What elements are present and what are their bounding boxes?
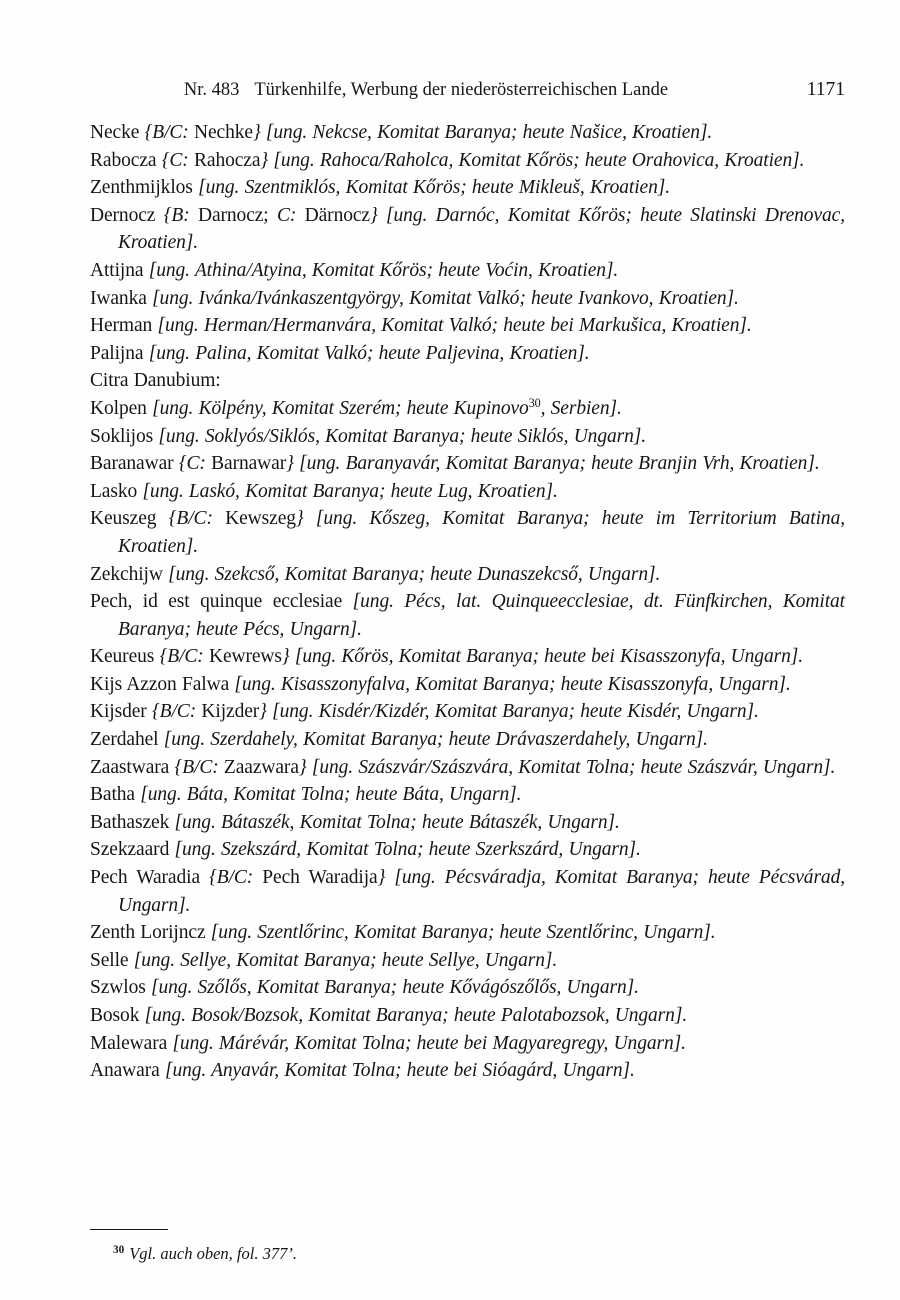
entry xyxy=(90,588,845,643)
entry-name-text: Pech Waradija xyxy=(262,867,378,889)
entry xyxy=(90,1057,845,1085)
entry-name-text: Batha xyxy=(90,784,141,806)
entry xyxy=(90,450,845,478)
entry-name-text: Szekzaard xyxy=(90,839,175,861)
entry-gloss-text: } [ung. Nekcse, Komitat Baranya; heute Našice, Kroatien]. xyxy=(252,122,713,143)
entry-name-text: Zaastwara xyxy=(90,756,175,778)
entry-name-text: Kewrews xyxy=(208,646,282,668)
entry xyxy=(90,395,845,423)
entry xyxy=(90,754,845,782)
entry-gloss-text: {C: xyxy=(178,453,212,475)
entry-name-text: Rahocza xyxy=(193,149,261,171)
entry-name-text: Malewara xyxy=(90,1032,173,1054)
entry xyxy=(90,202,845,257)
entry-name-text: Selle xyxy=(90,949,134,971)
footnote xyxy=(90,1243,845,1265)
entry xyxy=(90,478,845,506)
entry-name-text: Keureus xyxy=(90,646,160,668)
entry xyxy=(90,367,845,395)
entry-name-text: Citra Danubium: xyxy=(90,370,221,392)
entry-name-text: Kijzder xyxy=(201,701,260,723)
entry xyxy=(90,864,845,919)
entry-gloss-text: [ung. Kisasszonyfalva, Komitat Baranya; heute Kisasszonyfa, Ungarn]. xyxy=(234,673,791,695)
entry-gloss-text: {B: xyxy=(163,204,198,226)
entry xyxy=(90,561,845,589)
entry-gloss-text: [ung. Szekcső, Komitat Baranya; heute Dunaszekcső, Ungarn]. xyxy=(168,563,661,585)
entry-gloss-text: } [ung. Kisdér/Kizdér, Komitat Baranya; heute Kisdér, Ungarn]. xyxy=(259,701,759,723)
entry xyxy=(90,174,845,202)
entry xyxy=(90,312,845,340)
entry-gloss-text: [ung. Sellye, Komitat Baranya; heute Sellye, Ungarn]. xyxy=(133,949,558,971)
entry xyxy=(90,257,845,285)
entry-name-text: Baranawar xyxy=(90,453,179,475)
entry-name-text: Szwlos xyxy=(90,977,152,999)
entry-name-text: Zerdahel xyxy=(90,729,164,751)
entry-gloss-text: [ung. Szőlős, Komitat Baranya; heute Kővágószőlős, Ungarn]. xyxy=(151,977,639,999)
entry-gloss-text: {B/C: xyxy=(151,701,202,723)
entry-gloss-text: {B/C: xyxy=(209,867,263,889)
entry-name-text: Darnocz; xyxy=(197,204,277,226)
entry-name-text: Pech, id est quinque ecclesiae xyxy=(90,591,353,613)
footnote-number: 30 xyxy=(113,1244,125,1257)
entry-gloss-text: } [ung. Darnóc, Komitat Kőrös; heute Slatinski Drenovac, Kroatien]. xyxy=(118,204,845,254)
entry-gloss-text: [ung. Márévár, Komitat Tolna; heute bei Magyaregregy, Ungarn]. xyxy=(172,1032,686,1054)
entry xyxy=(90,809,845,837)
entry-name-text: Soklijos xyxy=(90,425,159,447)
entry-name-text: Bosok xyxy=(90,1005,145,1026)
entry-gloss-text: , Serbien]. xyxy=(540,397,622,419)
entry-gloss-text: {B/C: xyxy=(174,756,224,778)
entry-name-text: Anawara xyxy=(90,1060,165,1082)
entry-gloss-text: [ung. Athina/Atyina, Komitat Kőrös; heute Voćin, Kroatien]. xyxy=(148,259,619,281)
entry-gloss-text: [ung. Herman/Hermanvára, Komitat Valkó; heute bei Markušica, Kroatien]. xyxy=(157,315,752,337)
entry-name-text: Nechke xyxy=(193,122,253,143)
entry xyxy=(90,643,845,671)
entry-gloss-text: } [ung. Pécsváradja, Komitat Baranya; heute Pécsvárad, Ungarn]. xyxy=(118,867,846,916)
entry-gloss-text: [ung. Palina, Komitat Valkó; heute Paljevina, Kroatien]. xyxy=(148,342,590,364)
document-number: Nr. 483 xyxy=(183,80,240,100)
page-number: 1171 xyxy=(806,79,845,100)
entry xyxy=(90,423,845,451)
entry-name-text: Kijs Azzon Falwa xyxy=(90,673,235,695)
entry xyxy=(90,919,845,947)
footnote-text: Vgl. auch oben, fol. 377’. xyxy=(129,1244,297,1263)
entry-gloss-text: {B/C: xyxy=(144,122,194,143)
entry xyxy=(90,1002,845,1030)
entry-list xyxy=(90,119,845,1085)
footnote-reference: 30 xyxy=(528,396,541,411)
entry-gloss-text: } [ung. Szászvár/Szászvára, Komitat Tolna; heute Szászvár, Ungarn]. xyxy=(298,756,836,778)
entry-gloss-text: [ung. Soklyós/Siklós, Komitat Baranya; heute Siklós, Ungarn]. xyxy=(158,425,647,447)
entry-name-text: Dernocz xyxy=(90,204,164,226)
entry-gloss-text: [ung. Szentmiklós, Komitat Kőrös; heute Mikleuš, Kroatien]. xyxy=(198,177,671,199)
entry-gloss-text: } [ung. Kőrös, Komitat Baranya; heute bei Kisasszonyfa, Ungarn]. xyxy=(281,646,803,668)
entry-gloss-text: } [ung. Kőszeg, Komitat Baranya; heute im Territorium Batina, Kroatien]. xyxy=(118,508,845,557)
entry xyxy=(90,698,845,726)
entry-gloss-text: {B/C: xyxy=(168,508,226,530)
entry-gloss-text: [ung. Szentlőrinc, Komitat Baranya; heute Szentlőrinc, Ungarn]. xyxy=(210,922,716,944)
header-title: Türkenhilfe, Werbung der niederösterreichischen Lande xyxy=(254,80,669,100)
entry-gloss-text: [ung. Báta, Komitat Tolna; heute Báta, Ungarn]. xyxy=(140,784,522,806)
footnote-separator xyxy=(90,1229,168,1230)
entry-name-text: Palijna xyxy=(90,342,149,364)
entry-name-text: Necke xyxy=(90,122,145,143)
entry-name-text: Därnocz xyxy=(304,204,370,226)
entry xyxy=(90,836,845,864)
entry xyxy=(90,505,845,560)
entry-name-text: Zekchijw xyxy=(90,563,169,585)
entry-name-text: Kewszeg xyxy=(225,508,296,530)
entry-gloss-text: [ung. Bátaszék, Komitat Tolna; heute Bátaszék, Ungarn]. xyxy=(174,811,620,833)
entry xyxy=(90,340,845,368)
entry-name-text: Attijna xyxy=(90,259,149,281)
entry xyxy=(90,147,845,175)
entry xyxy=(90,671,845,699)
entry-name-text: Iwanka xyxy=(90,287,153,309)
entry-name-text: Bathaszek xyxy=(90,811,175,833)
entry-name-text: Zenthmijklos xyxy=(90,177,199,199)
entry-gloss-text: [ung. Pécs, lat. Quinqueecclesiae, dt. Fünfkirchen, Komitat Baranya; heute Pécs, Ungarn]. xyxy=(118,591,845,640)
entry-name-text: Keuszeg xyxy=(90,508,169,530)
entry-name-text: Zaazwara xyxy=(223,756,299,778)
entry-gloss-text: [ung. Laskó, Komitat Baranya; heute Lug, Kroatien]. xyxy=(142,480,558,502)
entry-name-text: Pech Waradia xyxy=(90,867,210,889)
entry-name-text: Zenth Lorijncz xyxy=(90,922,211,944)
entry xyxy=(90,974,845,1002)
entry xyxy=(90,119,845,147)
entry-gloss-text: [ung. Anyavár, Komitat Tolna; heute bei Sióagárd, Ungarn]. xyxy=(164,1060,635,1082)
entry xyxy=(90,947,845,975)
entry-gloss-text: [ung. Szekszárd, Komitat Tolna; heute Szerkszárd, Ungarn]. xyxy=(174,839,641,861)
entry xyxy=(90,285,845,313)
entry-gloss-text: [ung. Ivánka/Ivánkaszentgyörgy, Komitat Valkó; heute Ivankovo, Kroatien]. xyxy=(152,287,739,309)
entry-gloss-text: [ung. Bosok/Bozsok, Komitat Baranya; heute Palotabozsok, Ungarn]. xyxy=(144,1005,688,1026)
entry xyxy=(90,726,845,754)
entry-gloss-text: } [ung. Rahoca/Raholca, Komitat Kőrös; heute Orahovica, Kroatien]. xyxy=(260,149,805,171)
entry-name-text: Herman xyxy=(90,315,158,337)
entry-gloss-text: [ung. Kölpény, Komitat Szerém; heute Kupinovo xyxy=(152,397,529,419)
entry-name-text: Kolpen xyxy=(90,397,153,419)
entry-gloss-text: C: xyxy=(276,204,305,226)
entry-gloss-text: [ung. Szerdahely, Komitat Baranya; heute Drávaszerdahely, Ungarn]. xyxy=(163,729,708,751)
entry-name-text: Lasko xyxy=(90,480,143,502)
running-header xyxy=(90,79,845,101)
entry-name-text: Rabocza xyxy=(90,149,162,171)
entry-gloss-text: } [ung. Baranyavár, Komitat Baranya; heute Branjin Vrh, Kroatien]. xyxy=(286,453,820,475)
entry-name-text: Kijsder xyxy=(90,701,152,723)
entry xyxy=(90,781,845,809)
entry-name-text: Barnawar xyxy=(211,453,287,475)
entry-gloss-text: {C: xyxy=(161,149,194,171)
entry-gloss-text: {B/C: xyxy=(159,646,209,668)
header-center xyxy=(90,79,762,101)
entry xyxy=(90,1030,845,1058)
